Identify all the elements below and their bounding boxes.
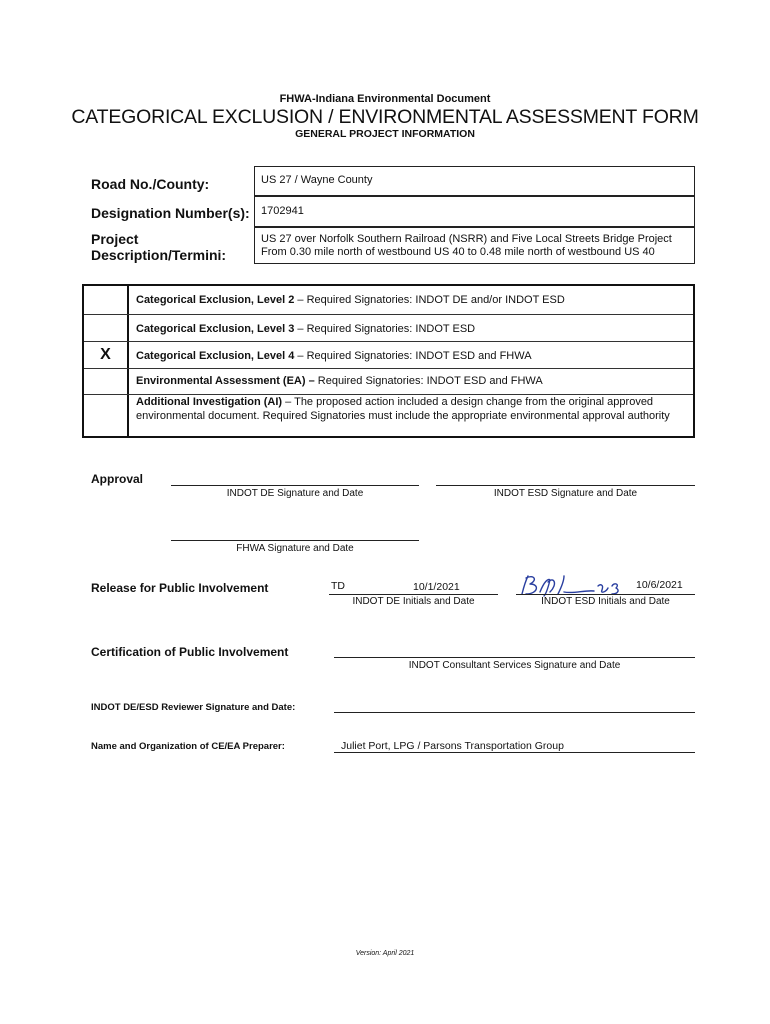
certification-label: Certification of Public Involvement <box>91 645 289 659</box>
consultant-signature-line[interactable] <box>334 657 695 658</box>
de-signature-line[interactable] <box>171 485 419 486</box>
category-title: Categorical Exclusion, Level 2 <box>136 294 295 306</box>
description-line-2: From 0.30 mile north of westbound US 40 to 0.48 mile north of westbound US 40 <box>261 246 655 258</box>
project-description-label <box>91 231 226 263</box>
reviewer-signature-line[interactable] <box>334 712 695 713</box>
section-heading: GENERAL PROJECT INFORMATION <box>295 128 475 140</box>
category-checkbox[interactable]: X <box>84 342 129 368</box>
category-desc: – Required Signatories: INDOT ESD <box>294 323 476 335</box>
category-title: Categorical Exclusion, Level 3 <box>136 323 295 335</box>
category-title: Environmental Assessment (EA) – <box>136 375 315 387</box>
category-checkbox[interactable] <box>84 395 129 436</box>
category-row[interactable] <box>84 395 693 436</box>
road-county-value: US 27 / Wayne County <box>261 174 373 186</box>
de-signature-caption: INDOT DE Signature and Date <box>226 488 364 499</box>
esd-signature-caption: INDOT ESD Signature and Date <box>493 488 638 499</box>
category-title: Categorical Exclusion, Level 4 <box>136 350 295 362</box>
category-row[interactable] <box>84 286 693 315</box>
preparer-value: Juliet Port, LPG / Parsons Transportation Group <box>341 740 564 752</box>
fhwa-signature-line[interactable] <box>171 540 419 541</box>
project-description-field[interactable] <box>254 227 695 264</box>
project-label-line-1: Project <box>91 231 139 247</box>
esd-signature-line[interactable] <box>436 485 695 486</box>
category-checkbox[interactable] <box>84 286 129 314</box>
document-subtitle: FHWA-Indiana Environmental Document <box>279 93 491 105</box>
road-county-label: Road No./County: <box>91 176 210 192</box>
esd-initials-caption: INDOT ESD Initials and Date <box>541 596 670 607</box>
category-desc: – Required Signatories: INDOT ESD and FHWA <box>294 350 532 362</box>
category-row[interactable] <box>84 369 693 395</box>
reviewer-label: INDOT DE/ESD Reviewer Signature and Date: <box>91 702 296 713</box>
designation-label: Designation Number(s): <box>91 205 250 221</box>
category-title: Additional Investigation (AI) <box>136 396 283 408</box>
category-desc: – Required Signatories: INDOT DE and/or INDOT ESD <box>294 294 565 306</box>
category-checkbox[interactable] <box>84 369 129 394</box>
esd-initials-line[interactable] <box>516 594 695 595</box>
de-initials: TD <box>331 580 345 592</box>
release-label: Release for Public Involvement <box>91 581 269 595</box>
category-desc: – The proposed action included a design change from the original approved environmental document. Required Signatories must include the appropriate environmental approval authority <box>136 396 670 422</box>
designation-field[interactable] <box>254 196 695 227</box>
category-checkbox[interactable] <box>84 315 129 341</box>
esd-release-date: 10/6/2021 <box>636 579 683 591</box>
approval-label: Approval <box>91 472 144 486</box>
fhwa-signature-caption: FHWA Signature and Date <box>236 543 354 554</box>
de-release-date: 10/1/2021 <box>413 581 460 593</box>
project-label-line-2: Description/Termini: <box>91 247 227 263</box>
de-initials-caption: INDOT DE Initials and Date <box>352 596 475 607</box>
category-desc: Required Signatories: INDOT ESD and FHWA <box>314 375 543 387</box>
version-footer: Version: April 2021 <box>355 950 415 957</box>
designation-value: 1702941 <box>261 205 304 217</box>
category-row[interactable] <box>84 342 693 369</box>
category-table <box>82 284 695 438</box>
preparer-label: Name and Organization of CE/EA Preparer: <box>91 741 285 752</box>
de-initials-line[interactable] <box>329 594 498 595</box>
consultant-signature-caption: INDOT Consultant Services Signature and Date <box>408 660 621 671</box>
description-line-1: US 27 over Norfolk Southern Railroad (NSRR) and Five Local Streets Bridge Project <box>261 233 672 245</box>
category-row[interactable] <box>84 315 693 342</box>
page-title: CATEGORICAL EXCLUSION / ENVIRONMENTAL ASSESSMENT FORM <box>71 106 699 128</box>
preparer-line[interactable] <box>334 752 695 753</box>
road-county-field[interactable] <box>254 166 695 196</box>
